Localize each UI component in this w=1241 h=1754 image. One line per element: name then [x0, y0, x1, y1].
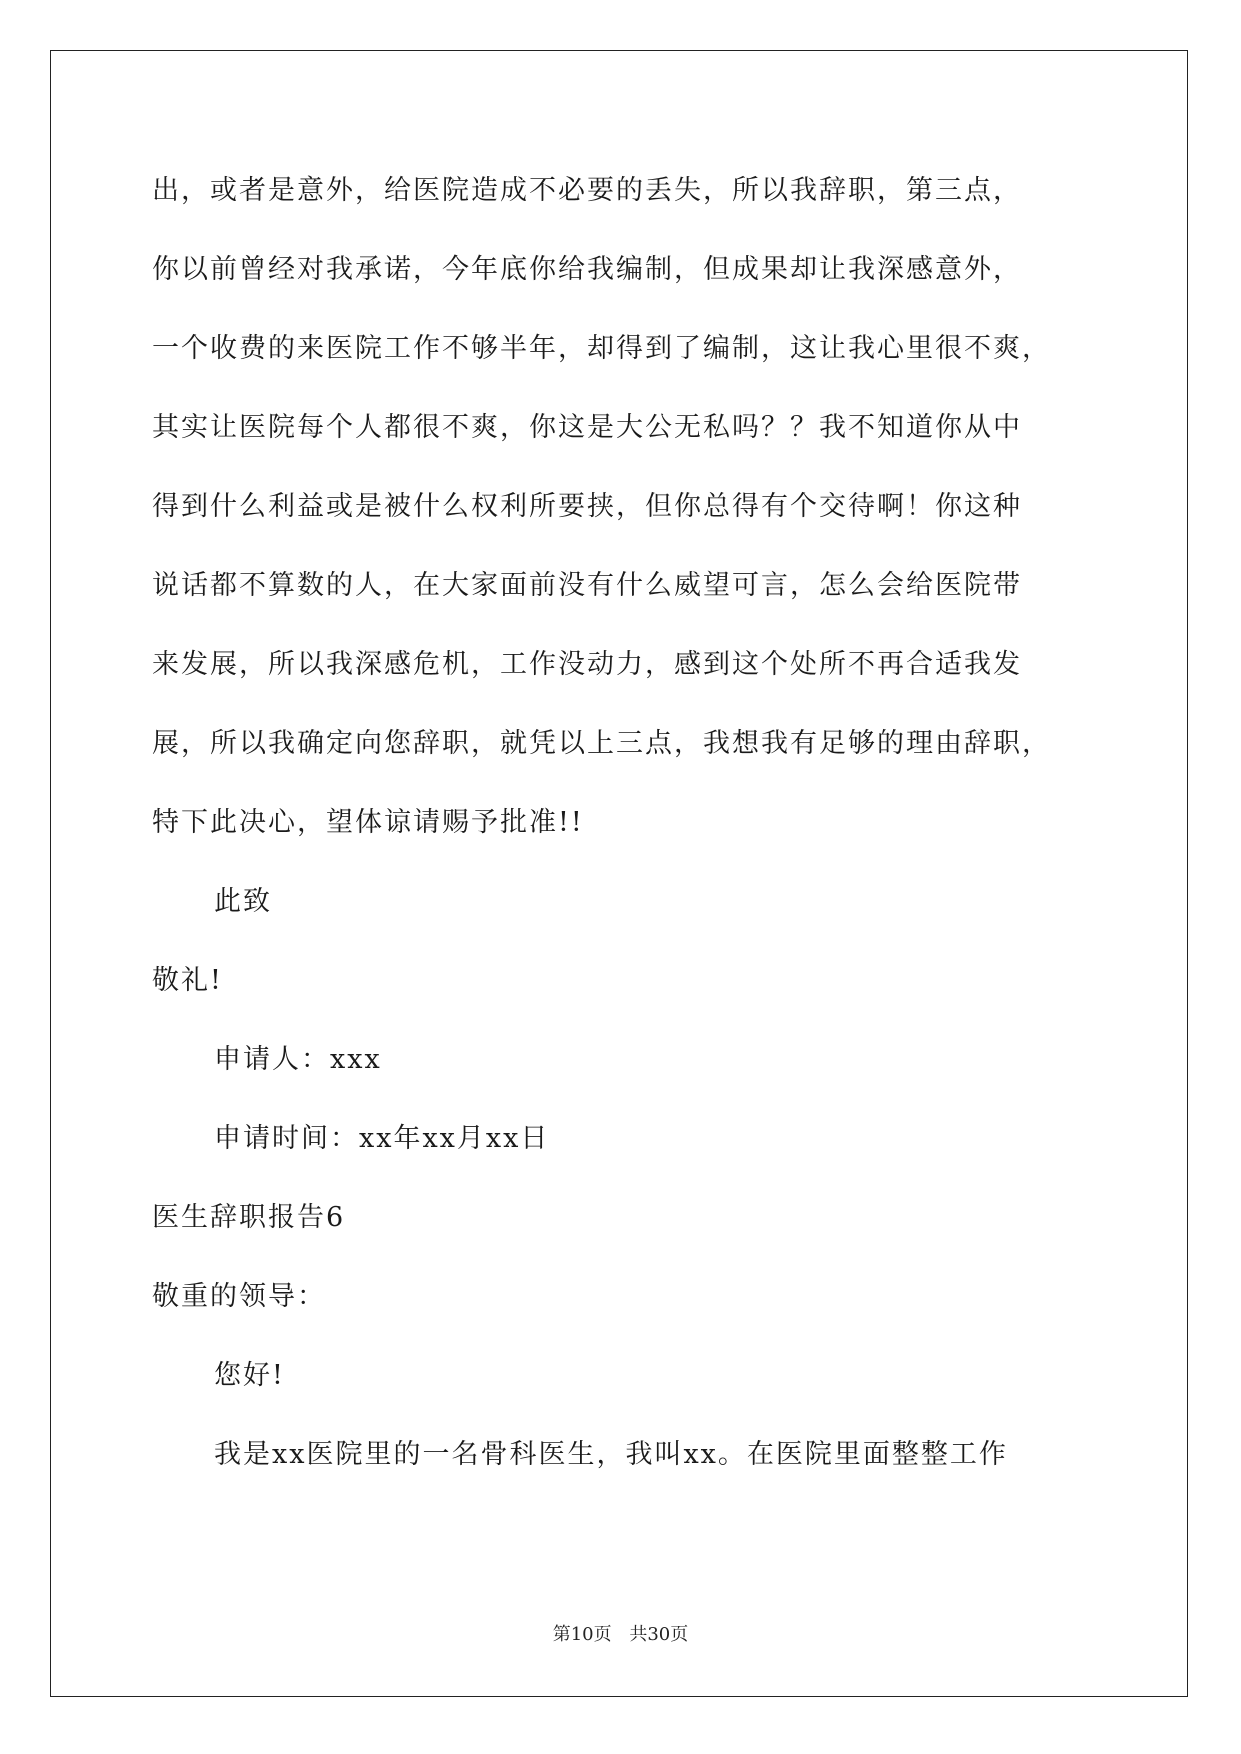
section-title: 医生辞职报告6 — [152, 1202, 346, 1233]
body-line-9: 特下此决心，望体谅请赐予批准!! — [152, 807, 584, 838]
body-line-2: 你以前曾经对我承诺，今年底你给我编制，但成果却让我深感意外， — [152, 254, 1022, 285]
page-footer — [0, 1620, 1241, 1646]
body-line-5: 得到什么利益或是被什么权利所要挟，但你总得有个交待啊！你这种 — [152, 491, 1022, 522]
body-line-6: 说话都不算数的人，在大家面前没有什么威望可言，怎么会给医院带 — [152, 570, 1022, 601]
body-line-4: 其实让医院每个人都很不爽，你这是大公无私吗？？我不知道你从中 — [152, 412, 1022, 443]
letter-hello: 您好! — [214, 1360, 285, 1391]
body-line-1: 出，或者是意外，给医院造成不必要的丢失，所以我辞职，第三点， — [152, 175, 1022, 206]
page-number: 第10页 — [552, 1624, 612, 1645]
page-total: 共30页 — [629, 1624, 689, 1645]
body-line-8: 展，所以我确定向您辞职，就凭以上三点，我想我有足够的理由辞职， — [152, 728, 1051, 759]
letter-greeting: 敬重的领导： — [152, 1281, 326, 1312]
body-line-7: 来发展，所以我深感危机，工作没动力，感到这个处所不再合适我发 — [152, 649, 1022, 680]
closing-regards: 敬礼! — [152, 965, 223, 996]
closing-salutation: 此致 — [214, 886, 272, 917]
document-body — [152, 160, 1112, 1503]
applicant-name: 申请人：xxx — [214, 1044, 382, 1075]
letter-first-line: 我是xx医院里的一名骨科医生，我叫xx。在医院里面整整工作 — [214, 1439, 1008, 1470]
application-date: 申请时间：xx年xx月xx日 — [214, 1123, 550, 1154]
body-line-3: 一个收费的来医院工作不够半年，却得到了编制，这让我心里很不爽， — [152, 333, 1051, 364]
